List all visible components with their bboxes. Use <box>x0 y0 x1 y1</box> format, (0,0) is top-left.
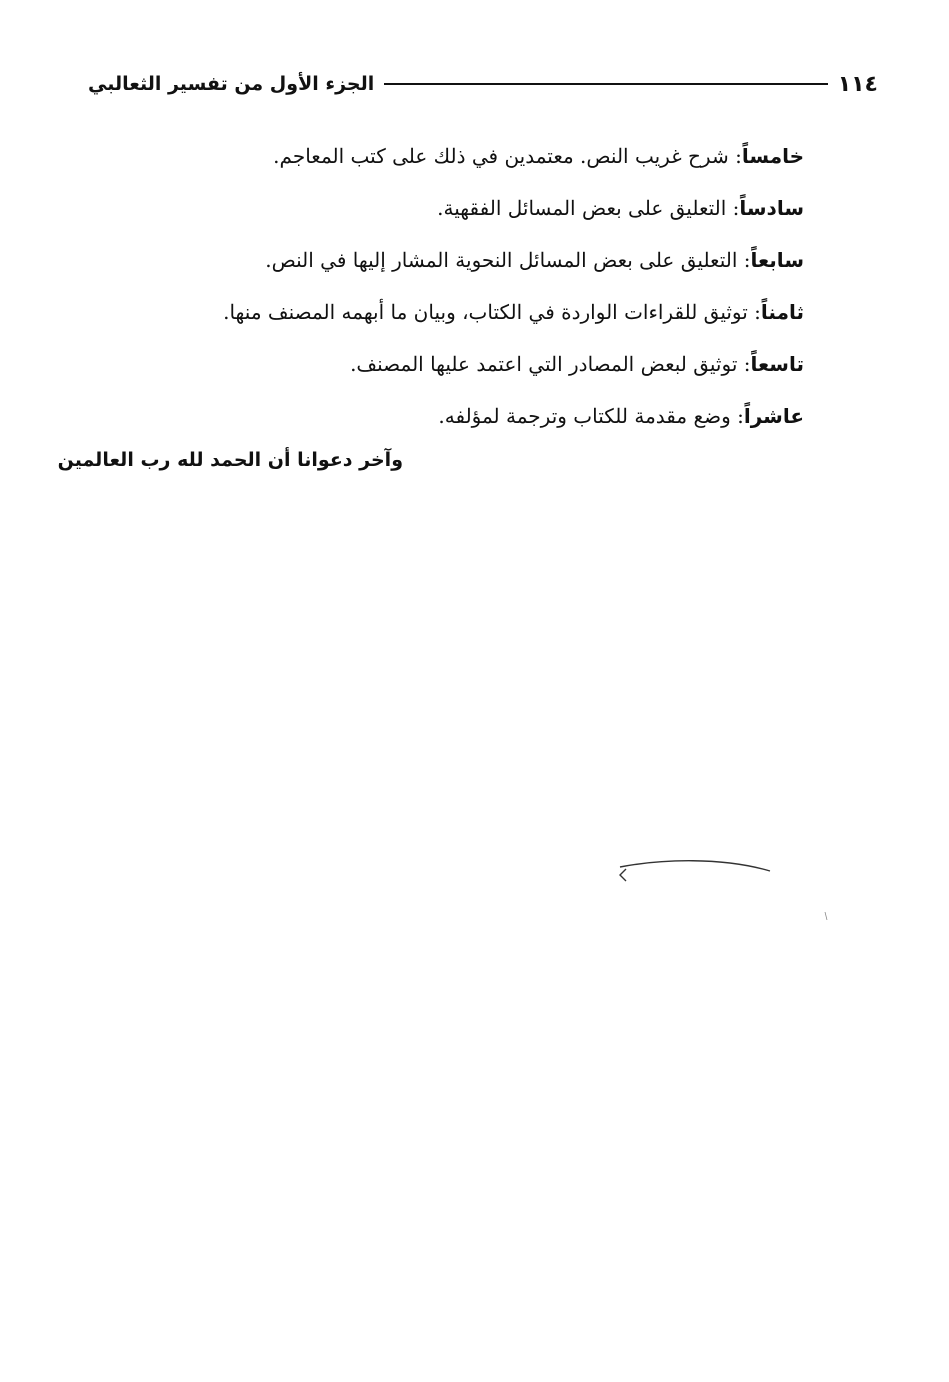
item-label: ثامناً <box>760 300 804 324</box>
item-label: خامساً <box>741 144 804 168</box>
item-label: تاسعاً <box>750 352 804 376</box>
page-number: ١١٤ <box>837 71 878 97</box>
item-label: سادساً <box>739 196 804 220</box>
item-label: سابعاً <box>750 248 804 272</box>
page-header <box>88 64 878 104</box>
list-item <box>164 286 804 338</box>
item-text: : توثيق لبعض المصادر التي اعتمد عليها المصنف. <box>350 352 751 376</box>
closing-line: وآخر دعوانا أن الحمد لله رب العالمين <box>57 449 403 471</box>
methodology-list <box>164 130 804 442</box>
running-title: الجزء الأول من تفسير الثعالبي <box>88 73 375 95</box>
item-label: عاشراً <box>743 404 804 428</box>
list-item <box>164 338 804 390</box>
list-item <box>164 390 804 442</box>
item-text: : شرح غريب النص. معتمدين في ذلك على كتب المعاجم. <box>273 144 742 168</box>
decorative-flourish <box>612 855 782 895</box>
header-rule <box>384 83 827 85</box>
list-item <box>164 130 804 182</box>
list-item <box>164 182 804 234</box>
item-text: : التعليق على بعض المسائل الفقهية. <box>437 196 740 220</box>
item-text: : وضع مقدمة للكتاب وترجمة لمؤلفه. <box>438 404 744 428</box>
item-text: : التعليق على بعض المسائل النحوية المشار إليها في النص. <box>265 248 751 272</box>
item-text: : توثيق للقراءات الواردة في الكتاب، وبيان ما أبهمه المصنف منها. <box>223 300 761 324</box>
scan-speck <box>824 912 828 920</box>
list-item <box>164 234 804 286</box>
